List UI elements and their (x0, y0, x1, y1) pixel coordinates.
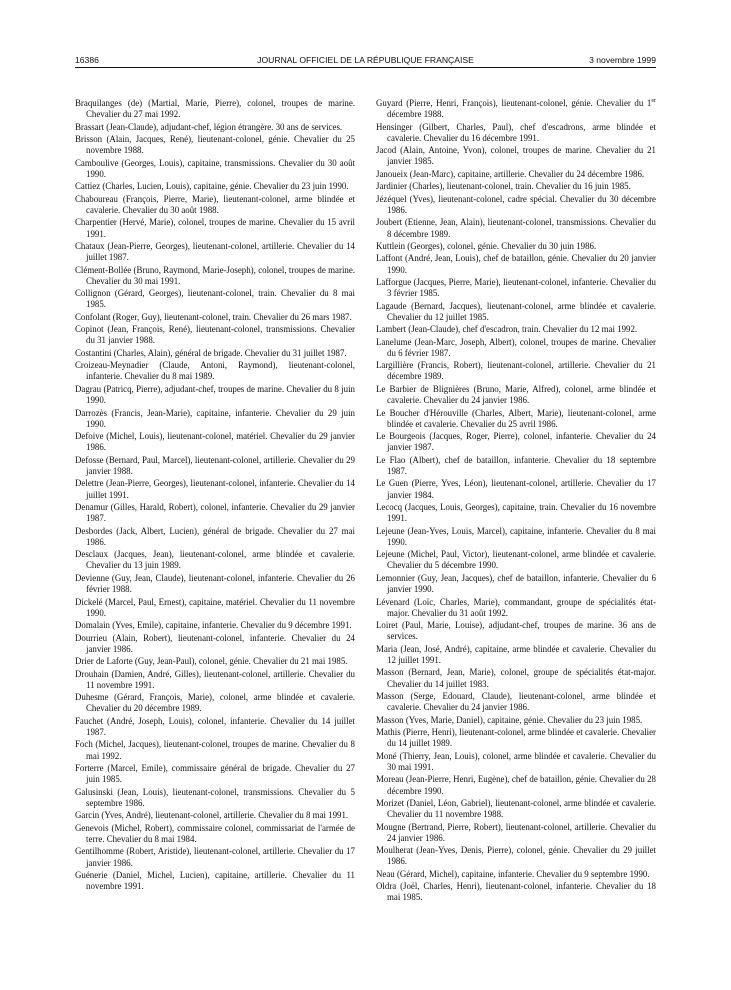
list-item: Camboulive (Georges, Louis), capitaine, transmissions. Chevalier du 30 août 1990. (75, 157, 355, 179)
list-item: Lambert (Jean-Claude), chef d'escadron, train. Chevalier du 12 mai 1992. (376, 324, 638, 335)
list-item: Confolant (Roger, Guy), lieutenant-colonel, train. Chevalier du 26 mars 1987. (75, 311, 352, 322)
list-item: Genevois (Michel, Robert), commissaire colonel, commissariat de l'armée de terre. Chevalier du 8 mai 1984. (75, 822, 355, 844)
list-item: Delettre (Jean-Pierre, Georges), lieutenant-colonel, infanterie. Chevalier du 14 juillet 1991. (75, 478, 355, 500)
list-item: Defoive (Michel, Louis), lieutenant-colonel, matériel. Chevalier du 29 janvier 1986. (75, 431, 355, 453)
list-item: Defosse (Bernard, Paul, Marcel), lieutenant-colonel, artillerie. Chevalier du 29 janvier 1988. (75, 454, 355, 476)
list-item: Garcin (Yves, André), lieutenant-colonel, artillerie. Chevalier du 8 mai 1991. (75, 810, 349, 821)
list-item: Croizeau-Meynadier (Claude, Antoni, Raymond), lieutenant-colonel, infanterie. Chevalier du 8 mai 1989. (75, 360, 355, 382)
list-item: Masson (Yves, Marie, Daniel), capitaine, génie. Chevalier du 23 juin 1985. (376, 714, 643, 725)
list-item: Lévenard (Loïc, Charles, Marie), commandant, groupe de spécialités état-major. Chevalier du 31 août 1992. (376, 596, 656, 618)
list-item: Drier de Laforte (Guy, Jean-Paul), colonel, génie. Chevalier du 21 mai 1985. (75, 656, 348, 667)
list-item: Hensinger (Gilbert, Charles, Paul), chef d'escadrons, arme blindée et cavalerie. Chevalier du 16 décembre 1991. (376, 121, 656, 143)
list-item: Galusinski (Jean, Louis), lieutenant-colonel, transmissions. Chevalier du 5 septembre 1986. (75, 786, 355, 808)
list-item: Oldra (Joël, Charles, Henri), lieutenant-colonel, infanterie. Chevalier du 18 mai 1985. (376, 881, 656, 903)
list-item: Mougne (Bertrand, Pierre, Robert), lieutenant-colonel, artillerie. Chevalier du 24 janvier 1986. (376, 821, 656, 843)
list-item: Le Barbier de Blignières (Bruno, Marie, Alfred), colonel, arme blindée et cavalerie. Chevalier du 24 janvier 1986. (376, 383, 656, 406)
list-item: Drouhain (Damien, André, Gilles), lieutenant-colonel, artillerie. Chevalier du 11 novembre 1991. (75, 668, 355, 690)
list-item: Joubert (Etienne, Jean, Alain), lieutenant-colonel, transmissions. Chevalier du 8 décembre 1989. (376, 217, 656, 239)
list-item: Lagaude (Bernard, Jacques), lieutenant-colonel, arme blindée et cavalerie. Chevalier du 12 juillet 1985. (376, 300, 656, 322)
list-item: Lecocq (Jacques, Louis, Georges), capitaine, train. Chevalier du 16 novembre 1991. (376, 502, 656, 524)
list-item: Moné (Thierry, Jean, Louis), colonel, arme blindée et cavalerie. Chevalier du 30 mai 1991. (376, 750, 656, 772)
list-item: Neau (Gérard, Michel), capitaine, infanterie. Chevalier du 9 septembre 1990. (376, 868, 650, 879)
list-item: Morizet (Daniel, Léon, Gabriel), lieutenant-colonel, arme blindée et cavalerie. Chevalier du 11 novembre 1988. (376, 797, 656, 820)
list-item: Masson (Serge, Edouard, Claude), lieutenant-colonel, arme blindée et cavalerie. Chevalier du 24 janvier 1986. (376, 691, 656, 713)
list-item: Costantini (Charles, Alain), général de brigade. Chevalier du 31 juillet 1987. (75, 347, 347, 358)
list-item: Maria (Jean, José, André), capitaine, arme blindée et cavalerie. Chevalier du 12 juillet 1991. (376, 643, 656, 665)
list-item: Denamur (Gilles, Harald, Robert), colonel, infanterie. Chevalier du 29 janvier 1987. (75, 502, 355, 524)
list-item: Moreau (Jean-Pierre, Henri, Eugène), chef de bataillon, génie. Chevalier du 28 décembre 1990. (376, 774, 656, 796)
list-item: Fauchet (André, Joseph, Louis), colonel, infanterie. Chevalier du 14 juillet 1987. (75, 715, 355, 738)
list-item: Lemonnier (Guy, Jean, Jacques), chef de bataillon, infanterie. Chevalier du 6 janvier 1990. (376, 572, 656, 595)
list-item: Brisson (Alain, Jacques, René), lieutenant-colonel, génie. Chevalier du 25 novembre 1988. (75, 134, 355, 156)
list-item: Duhesme (Gérard, François, Marie), colonel, arme blindée et cavalerie. Chevalier du 20 décembre 1989. (75, 692, 355, 714)
list-item: Janoueix (Jean-Marc), capitaine, artillerie. Chevalier du 24 décembre 1986. (376, 168, 645, 179)
list-item: Devienne (Guy, Jean, Claude), lieutenant-colonel, infanterie. Chevalier du 26 février 1988. (75, 572, 355, 595)
list-item: Le Bourgeois (Jacques, Roger, Pierre), colonel, infanterie. Chevalier du 24 janvier 1987. (376, 431, 656, 453)
list-item: Lejeune (Michel, Paul, Victor), lieutenant-colonel, arme blindée et cavalerie. Chevalier du 5 décembre 1990. (376, 549, 656, 571)
list-item: Dourrieu (Alain, Robert), lieutenant-colonel, infanterie. Chevalier du 24 janvier 1986. (75, 632, 355, 654)
list-item: Le Boucher d'Hérouville (Charles, Albert, Marie), lieutenant-colonel, arme blindée et cavalerie. Chevalier du 25 avril 1986. (376, 407, 656, 429)
list-item: Brassart (Jean-Claude), adjudant-chef, légion étrangère. 30 ans de services. (75, 121, 343, 132)
list-item: Jacod (Alain, Antoine, Yvon), colonel, troupes de marine. Chevalier du 21 janvier 1985. (376, 145, 656, 167)
right-column (376, 98, 656, 905)
list-item: Jézéquel (Yves), lieutenant-colonel, cadre spécial. Chevalier du 30 décembre 1986. (376, 193, 656, 215)
journal-title: JOURNAL OFFICIEL DE LA RÉPUBLIQUE FRANÇAISE (257, 55, 474, 65)
list-item: Mathis (Pierre, Henri), lieutenant-colonel, arme blindée et cavalerie. Chevalier du 14 juillet 1989. (376, 727, 656, 749)
list-item: Kuttlein (Georges), colonel, génie. Chevalier du 30 juin 1986. (376, 240, 597, 251)
list-item: Chataux (Jean-Pierre, Georges), lieutenant-colonel, artillerie. Chevalier du 14 juillet 1987. (75, 240, 355, 263)
list-item: Cattiez (Charles, Lucien, Louis), capitaine, génie. Chevalier du 23 juin 1990. (75, 181, 349, 192)
left-column (75, 98, 355, 894)
list-item: Le Guen (Pierre, Yves, Léon), lieutenant-colonel, artillerie. Chevalier du 17 janvier 1984. (376, 478, 656, 500)
list-item: Forterre (Marcel, Emile), commissaire général de brigade. Chevalier du 27 juin 1985. (75, 763, 355, 785)
list-item: Copinot (Jean, François, René), lieutenant-colonel, transmissions. Chevalier du 31 janvier 1988. (75, 324, 355, 346)
list-item: Braquilanges (de) (Martial, Marie, Pierre), colonel, troupes de marine. Chevalier du 27 mai 1992. (75, 98, 355, 120)
list-item: Guénerie (Daniel, Michel, Lucien), capitaine, artillerie. Chevalier du 11 novembre 1991. (75, 869, 355, 892)
list-item: Lejeune (Jean-Yves, Louis, Marcel), capitaine, infanterie. Chevalier du 8 mai 1990. (376, 525, 656, 547)
list-item: Largillière (Francis, Robert), lieutenant-colonel, artillerie. Chevalier du 21 décembre 1989. (376, 360, 656, 382)
list-item: Masson (Bernard, Jean, Marie), colonel, groupe de spécialités état-major. Chevalier du 14 juillet 1983. (376, 667, 656, 689)
list-item: Foch (Michel, Jacques), lieutenant-colonel, troupes de marine. Chevalier du 8 mai 1992. (75, 739, 355, 761)
list-item: Charpentier (Hervé, Marie), colonel, troupes de marine. Chevalier du 15 avril 1991. (75, 217, 355, 239)
list-item: Guyard (Pierre, Henri, François), lieutenant-colonel, génie. Chevalier du 1er décembre 1988. (376, 98, 656, 120)
page-header (75, 53, 656, 67)
list-item: Lafforgue (Jacques, Pierre, Marie), lieutenant-colonel, infanterie. Chevalier du 3 février 1985. (376, 276, 656, 299)
list-item: Loiret (Paul, Marie, Louise), adjudant-chef, troupes de marine. 36 ans de services. (376, 620, 656, 642)
list-item: Domalain (Yves, Emile), capitaine, infanterie. Chevalier du 9 décembre 1991. (75, 620, 352, 631)
list-item: Gentilhomme (Robert, Aristide), lieutenant-colonel, artillerie. Chevalier du 17 janvier 1986. (75, 846, 355, 868)
page-number: 16386 (75, 55, 99, 65)
list-item: Chaboureau (François, Pierre, Marie), lieutenant-colonel, arme blindée et cavalerie. Chevalier du 30 août 1988. (75, 193, 355, 215)
list-item: Dagrau (Patricq, Pierre), adjudant-chef, troupes de marine. Chevalier du 8 juin 1990. (75, 383, 355, 406)
list-item: Moulherat (Jean-Yves, Denis, Pierre), colonel, génie. Chevalier du 29 juillet 1986. (376, 845, 656, 867)
list-item: Collignon (Gérard, Georges), lieutenant-colonel, train. Chevalier du 8 mai 1985. (75, 288, 355, 310)
list-item: Desclaux (Jacques, Jean), lieutenant-colonel, arme blindée et cavalerie. Chevalier du 13 juin 1989. (75, 549, 355, 571)
list-item: Jardinier (Charles), lieutenant-colonel, train. Chevalier du 16 juin 1985. (376, 181, 631, 192)
header-rule (75, 67, 656, 68)
list-item: Desbordes (Jack, Albert, Lucien), général de brigade. Chevalier du 27 mai 1986. (75, 525, 355, 547)
list-item: Darrozès (Francis, Jean-Marie), capitaine, infanterie. Chevalier du 29 juin 1990. (75, 407, 355, 429)
list-item: Laffont (André, Jean, Louis), chef de bataillon, génie. Chevalier du 20 janvier 1990. (376, 253, 656, 275)
list-item: Clément-Bollée (Bruno, Raymond, Marie-Joseph), colonel, troupes de marine. Chevalier du 30 mai 1991. (75, 264, 355, 286)
list-item: Lanelume (Jean-Marc, Joseph, Albert), colonel, troupes de marine. Chevalier du 6 février 1987. (376, 336, 656, 358)
list-item: Dickelé (Marcel, Paul, Ernest), capitaine, matériel. Chevalier du 11 novembre 1990. (75, 596, 355, 618)
list-item: Le Flao (Albert), chef de bataillon, infanterie. Chevalier du 18 septembre 1987. (376, 454, 656, 476)
issue-date: 3 novembre 1999 (589, 55, 656, 65)
